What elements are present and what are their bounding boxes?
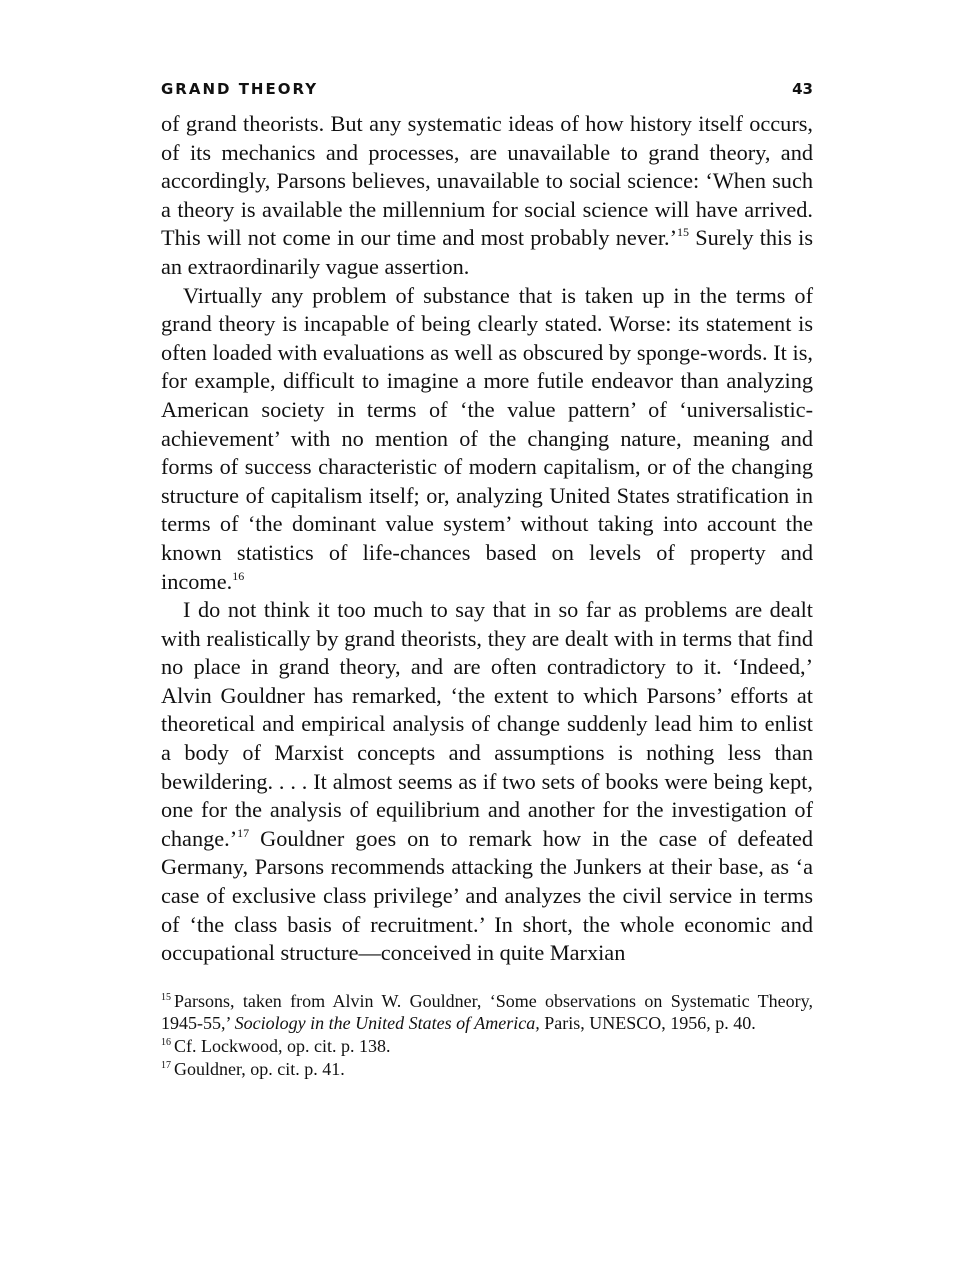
footnote-number: 17: [161, 1059, 171, 1071]
footnote-book-title: Sociology in the United States of America,: [234, 1013, 540, 1034]
footnote-text: Gouldner, op. cit. p. 41.: [174, 1058, 345, 1079]
footnote-17: [161, 1058, 813, 1081]
paragraph-text: Surely this is an extraordinarily vague assertion.: [161, 225, 813, 279]
paragraph-text: Virtually any problem of substance that is taken up in the terms of grand theory is incapable of being clearly stated. Worse: its statement is often loaded with evaluations as well as obscured by sponge-words. It is, for example, difficult to imagine a more futile endeavor than analyzing American society in terms of ‘the value pattern’ of ‘universalistic-achievement’ with no mention of the changing nature, meaning and forms of success characteristic of modern capitalism, or of the changing structure of capitalism itself; or, analyzing United States stratification in terms of ‘the dominant value system’ without taking into account the known statistics of life-chances based on levels of property and income.: [161, 282, 813, 594]
footnote-15: [161, 990, 813, 1035]
footnote-ref-15[interactable]: 15: [677, 225, 690, 240]
running-head: [161, 80, 813, 110]
footnote-ref-17[interactable]: 17: [237, 825, 250, 840]
paragraph-text: Gouldner goes on to remark how in the case of defeated Germany, Parsons recommends attacking the Junkers at their base, as ‘a case of exclusive class privilege’ and analyzes the civil service in terms of ‘the class basis of recruitment.’ In short, the whole economic and occupational structure—conceived in quite Marxian: [161, 825, 813, 966]
book-page: [161, 80, 813, 1080]
footnote-text: Paris, UNESCO, 1956, p. 40.: [539, 1013, 756, 1034]
page-number: 43: [792, 80, 813, 98]
footnote-text: Parsons, taken from Alvin W. Gouldner, ‘Some observations on Systematic Theory, 1945-55,’: [161, 990, 813, 1034]
running-title: GRAND THEORY: [161, 80, 319, 98]
footnote-text: Cf. Lockwood, op. cit. p. 138.: [174, 1036, 391, 1056]
footnote-16: [161, 1035, 813, 1058]
paragraph-1: [161, 110, 813, 282]
footnote-ref-16[interactable]: 16: [232, 568, 245, 583]
body-text: [161, 110, 813, 968]
footnote-number: 16: [161, 1037, 171, 1048]
paragraph-text: of grand theorists. But any systematic ideas of how history itself occurs, of its mechanics and processes, are unavailable to grand theory, and accordingly, Parsons believes, unavailable to social science: ‘When such a theory is available the millennium for social science will have arrived. This will not come in our time and most probably never.’: [161, 111, 813, 251]
paragraph-text: I do not think it too much to say that in so far as problems are dealt with realistically by grand theorists, they are dealt with in terms that find no place in grand theory, and are often contradictory to it. ‘Indeed,’ Alvin Gouldner has remarked, ‘the extent to which Parsons’ efforts at theoretical and empirical analysis of change suddenly lead him to enlist a body of Marxist concepts and assumptions is nothing less than bewildering. . . . It almost seems as if two sets of books were being kept, one for the analysis of equilibrium and another for the investigation of change.’: [161, 597, 813, 851]
paragraph-3: [161, 596, 813, 968]
footnote-number: 15: [161, 991, 171, 1003]
paragraph-2: [161, 282, 813, 597]
footnotes: [161, 990, 813, 1080]
